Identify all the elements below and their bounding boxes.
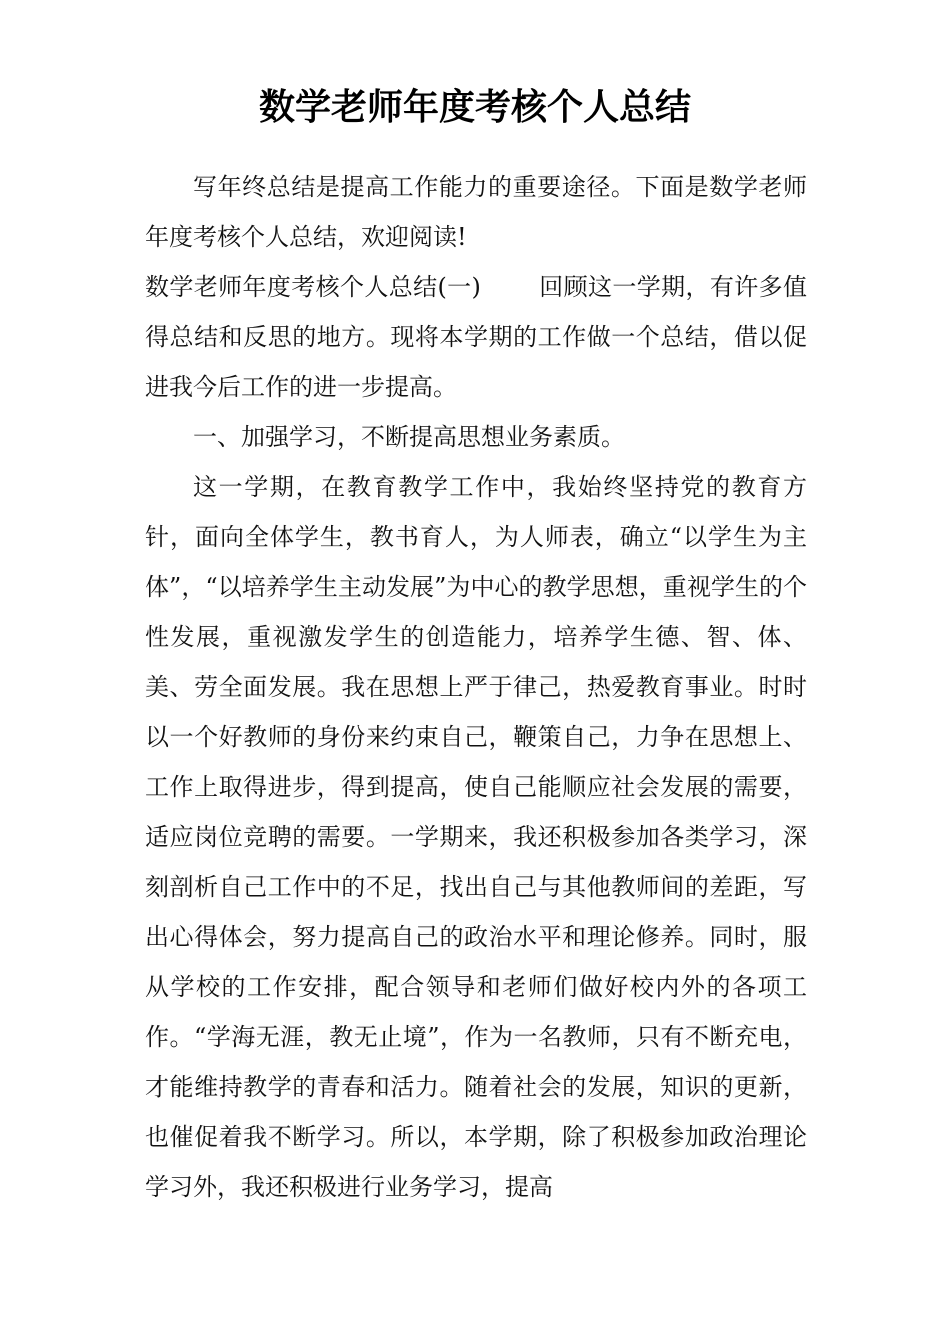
- intro-paragraph: 写年终总结是提高工作能力的重要途径。下面是数学老师年度考核个人总结，欢迎阅读!: [145, 173, 807, 251]
- document-body: [145, 162, 807, 1212]
- section-heading: 数学老师年度考核个人总结(一): [145, 273, 481, 301]
- section-opening-text: 回顾这一学期，有许多值得总结和反思的地方。现将本学期的工作做一个总结，借以促进我今后工作的进一步提高。: [145, 273, 807, 401]
- section-paragraph: [145, 262, 807, 412]
- document-title: 数学老师年度考核个人总结: [258, 86, 691, 128]
- point-one-paragraph: 这一学期，在教育教学工作中，我始终坚持党的教育方针，面向全体学生，教书育人，为人师表，确立“以学生为主体”，“以培养学生主动发展”为中心的教学思想，重视学生的个性发展，重视激发学生的创造能力，培养学生德、智、体、美、劳全面发展。我在思想上严于律己，热爱教育事业。时时以一个好教师的身份来约束自己，鞭策自己，力争在思想上、工作上取得进步，得到提高，使自己能顺应社会发展的需要，适应岗位竞聘的需要。一学期来，我还积极参加各类学习，深刻剖析自己工作中的不足，找出自己与其他教师间的差距，写出心得体会，努力提高自己的政治水平和理论修养。同时，服从学校的工作安排，配合领导和老师们做好校内外的各项工作。“学海无涯，教无止境”，作为一名教师，只有不断充电，才能维持教学的青春和活力。随着社会的发展，知识的更新，也催促着我不断学习。所以，本学期，除了积极参加政治理论学习外，我还积极进行业务学习，提高: [145, 473, 807, 1201]
- point-one-heading: 一、加强学习，不断提高思想业务素质。: [193, 423, 625, 451]
